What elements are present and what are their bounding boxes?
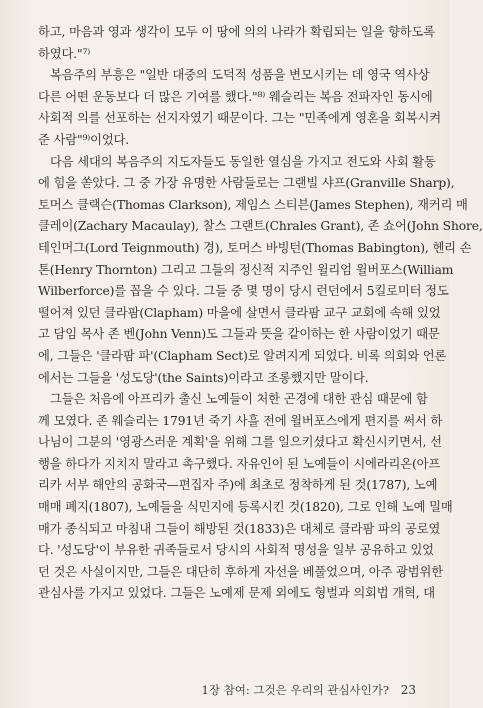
text-line: 던 것은 사실이지만, 그들은 대단히 후하게 자선을 베풀었으며, 아주 광범위한 (38, 564, 443, 579)
text-line: 하였다."⁷⁾ (38, 46, 91, 61)
text-line: 나님이 그분의 '영광스러운 계획'을 위해 그를 일으키셨다고 확신시키면서, 선 (38, 435, 442, 450)
text-line: 에, 그들은 '클라팜 파'(Clapham Sect)로 알려지게 되었다. 비록 의회와 언론 (38, 348, 447, 363)
running-footer-chapter: 1장 참여: 그것은 우리의 관심사인가? (201, 683, 390, 697)
text-line: 행을 하다가 지치지 말라고 촉구했다. 자유인이 된 노예들이 시에라리온(아프 (38, 456, 441, 471)
text-line: 사회적 의를 선포하는 선지자였기 때문이다. 그는 "민족에게 영혼을 회복시켜 (38, 111, 441, 126)
text-line: 께 모였다. 존 웨슬리는 1791년 죽기 사흘 전에 윌버포스에게 편지를 써서 하 (38, 413, 443, 428)
text-line: 하고, 마음과 영과 생각이 모두 이 땅에 의의 나라가 확립되는 일을 향하도록 (38, 25, 435, 39)
text-line: 다른 어떤 운동보다 더 많은 기여를 했다."⁸⁾ 웨슬리는 복음 전파자인 동시에 (38, 89, 433, 104)
text-line: 클레이(Zachary Macaulay), 찰스 그랜트(Chrales Grant), 존 쇼어(John Shore, (38, 219, 483, 234)
text-line: 고 담임 목사 존 벤(John Venn)도 그들과 뜻을 같이하는 한 사람이었기 때문 (38, 327, 440, 342)
text-line: 그들은 처음에 아프리카 출신 노예들이 처한 곤경에 대한 관심 때문에 함 (50, 392, 428, 407)
text-line: 관심사를 가지고 있었다. 그들은 노예제 문제 외에도 형벌과 의회법 개혁, 대 (38, 586, 435, 601)
text-line: 에 힘을 쏟았다. 그 중 가장 유명한 사람들로는 그랜빌 샤프(Granville Sharp), (38, 176, 455, 191)
text-line: 톤(Henry Thornton) 그리고 그들의 정신적 지주인 윌리엄 윌버포스(William (38, 262, 454, 277)
text-line: 준 사람"⁹⁾이었다. (38, 132, 130, 147)
text-line: 매가 종식되고 마침내 그들이 해방된 것(1833)은 대체로 클라팜 파의 공로였 (38, 521, 441, 536)
page-footer (202, 682, 416, 698)
text-line: 떨어져 있던 클라팜(Clapham) 마을에 살면서 클라팜 교구 교회에 속해 있었 (38, 305, 441, 320)
text-line: 복음주의 부흥은 "일반 대중의 도덕적 성품을 변모시키는 데 영국 역사상 (50, 68, 430, 83)
text-line: Wilberforce)를 꼽을 수 있다. 그들 중 몇 명이 당시 런던에서 5킬로미터 정도 (38, 284, 449, 299)
text-line: 리카 서부 해안의 공화국—편집자 주)에 최초로 정착하게 된 것(1787), 노예 (38, 478, 438, 493)
text-line: 매매 폐지(1807), 노예들을 식민지에 등록시킨 것(1820), 그로 인해 노예 밀매 (38, 500, 453, 515)
page-number: 23 (400, 683, 416, 697)
text-line: 다. '성도당'이 부유한 귀족들로서 당시의 사회적 명성을 일부 공유하고 있었 (38, 543, 434, 558)
text-line: 토머스 클랙슨(Thomas Clarkson), 제임스 스티븐(James Stephen), 재커리 매 (38, 197, 468, 212)
body-text (38, 22, 483, 605)
text-line: 에서는 그들을 '성도당'(the Saints)이라고 조롱했지만 말이다. (38, 370, 369, 385)
text-line: 테인머그(Lord Teignmouth) 경), 토머스 바빙턴(Thomas Babington), 헨리 손 (38, 240, 472, 255)
text-line: 다음 세대의 복음주의 지도자들도 동일한 열심을 가지고 전도와 사회 활동 (50, 154, 436, 169)
